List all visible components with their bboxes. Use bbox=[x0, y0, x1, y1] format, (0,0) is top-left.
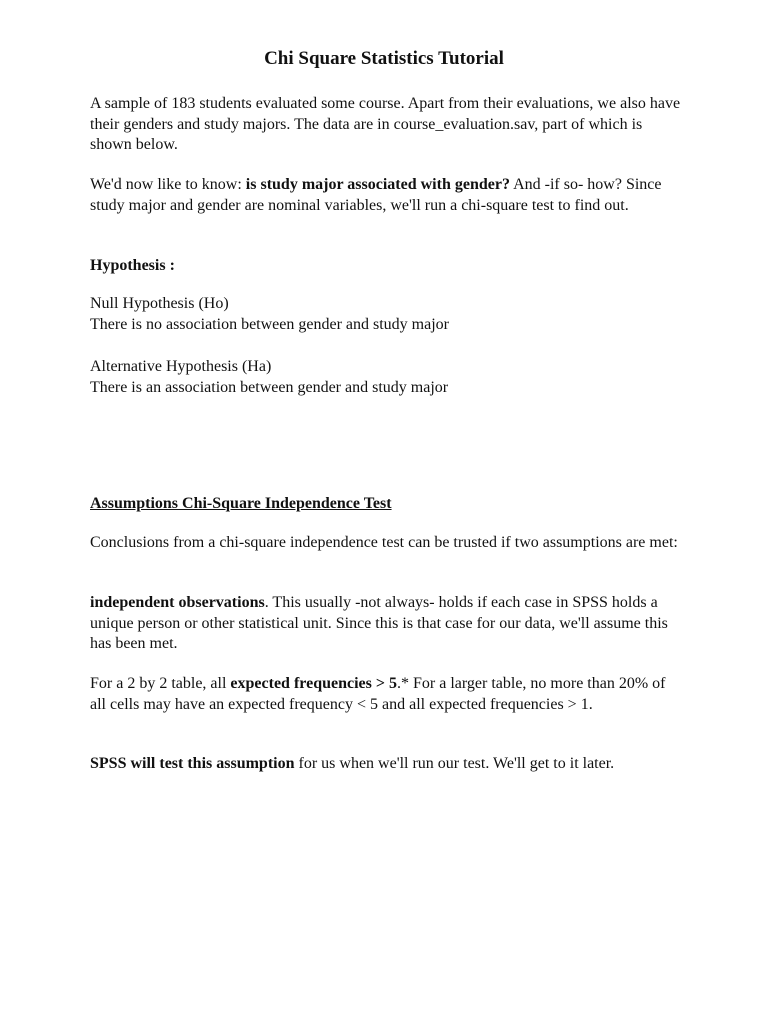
alternative-hypothesis-text: There is an association between gender and study major bbox=[90, 379, 449, 396]
expected-rest: .* For a larger table, no more than 20% of all cells may have an expected frequency < 5 and all expected frequencies > 1. bbox=[90, 675, 666, 713]
document-title: Chi Square Statistics Tutorial bbox=[264, 48, 504, 69]
expected-lead: For a 2 by 2 table, all bbox=[90, 675, 231, 692]
independent-observations-rest: . This usually -not always- holds if each case in SPSS holds a unique person or other statistical unit. Since this is that case for our data, we'll assume this has been met. bbox=[90, 594, 668, 652]
expected-frequencies-paragraph bbox=[90, 674, 685, 715]
question-lead: We'd now like to know: bbox=[90, 176, 246, 193]
question-bold: is study major associated with gender? bbox=[245, 176, 510, 193]
question-rest: And -if so- how? Since study major and gender are nominal variables, we'll run a chi-square test to find out. bbox=[90, 176, 662, 214]
question-paragraph bbox=[90, 175, 685, 216]
assumptions-intro-paragraph: Conclusions from a chi-square independence test can be trusted if two assumptions are met: bbox=[90, 534, 678, 551]
independent-observations-paragraph bbox=[90, 593, 685, 655]
spss-paragraph bbox=[90, 754, 685, 775]
spss-rest: for us when we'll run our test. We'll get to it later. bbox=[294, 755, 615, 772]
expected-bold: expected frequencies > 5 bbox=[230, 675, 397, 692]
intro-paragraph: A sample of 183 students evaluated some course. Apart from their evaluations, we also have their genders and study majors. The data are in course_evaluation.sav, part of which is shown below. bbox=[90, 95, 681, 153]
assumptions-heading: Assumptions Chi-Square Independence Test bbox=[90, 495, 392, 512]
alternative-hypothesis-label: Alternative Hypothesis (Ha) bbox=[90, 358, 272, 375]
hypothesis-heading: Hypothesis : bbox=[90, 257, 175, 274]
independent-observations-bold: independent observations bbox=[90, 594, 265, 611]
spss-bold: SPSS will test this assumption bbox=[90, 755, 295, 772]
null-hypothesis-label: Null Hypothesis (Ho) bbox=[90, 295, 229, 312]
null-hypothesis-text: There is no association between gender and study major bbox=[90, 316, 449, 333]
